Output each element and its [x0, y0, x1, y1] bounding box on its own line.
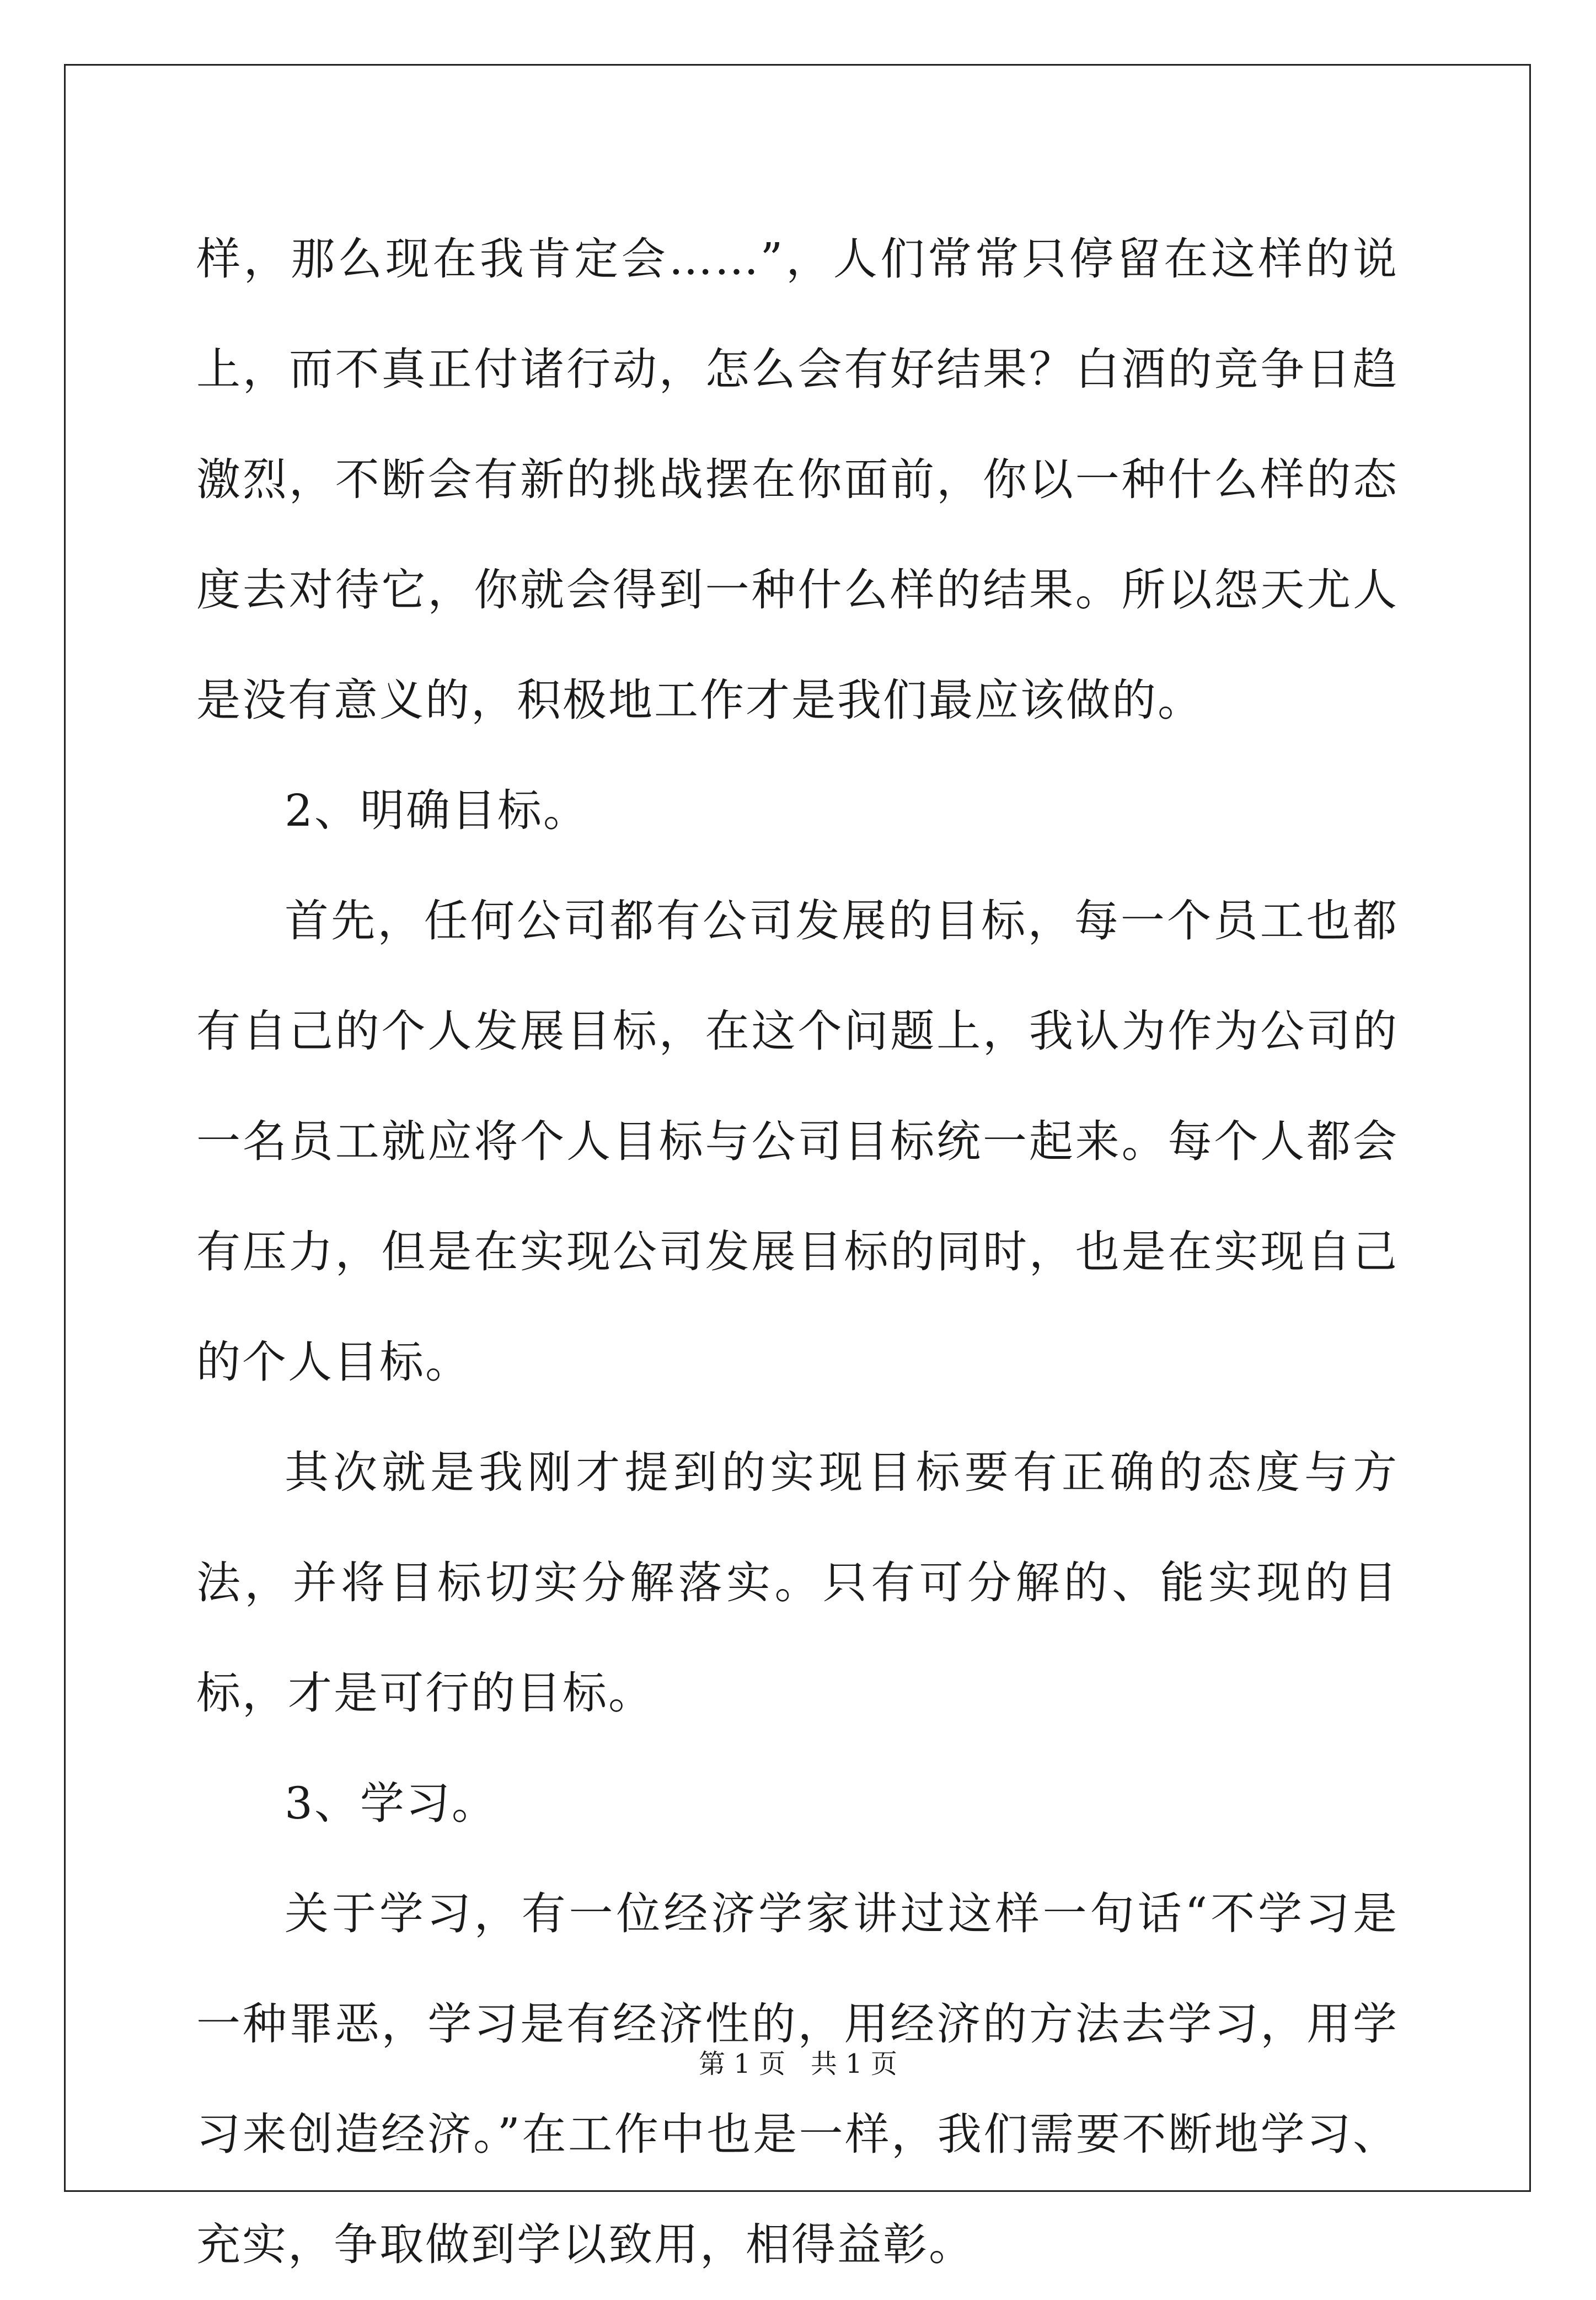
- heading-3-learning: 3、学习。: [285, 1778, 497, 1829]
- paragraph-3: 其次就是我刚才提到的实现目标要有正确的态度与方法，并将目标切实分解落实。只有可分解的、能实现的目标，才是可行的目标。: [196, 1447, 1399, 1719]
- document-body: [196, 204, 1399, 2300]
- paragraph-2: 首先，任何公司都有公司发展的目标，每一个员工也都有自己的个人发展目标，在这个问题上，我认为作为公司的一名员工就应将个人目标与公司目标统一起来。每个人都会有压力，但是在实现公司发展目标的同时，也是在实现自己的个人目标。: [196, 895, 1399, 1388]
- paragraph-1: 样，那么现在我肯定会……”，人们常常只停留在这样的说上，而不真正付诸行动，怎么会有好结果？白酒的竞争日趋激烈，不断会有新的挑战摆在你面前，你以一种什么样的态度去对待它，你就会得到一种什么样的结果。所以怨天尤人是没有意义的，积极地工作才是我们最应该做的。: [196, 233, 1399, 726]
- heading-2-goals: 2、明确目标。: [285, 785, 589, 836]
- paragraph-4: 关于学习，有一位经济学家讲过这样一句话“不学习是一种罪恶，学习是有经济性的，用经济的方法去学习，用学习来创造经济。”在工作中也是一样，我们需要不断地学习、充实，争取做到学以致用，相得益彰。: [196, 1888, 1399, 2270]
- page-footer: 第 1 页 共 1 页: [699, 2048, 897, 2079]
